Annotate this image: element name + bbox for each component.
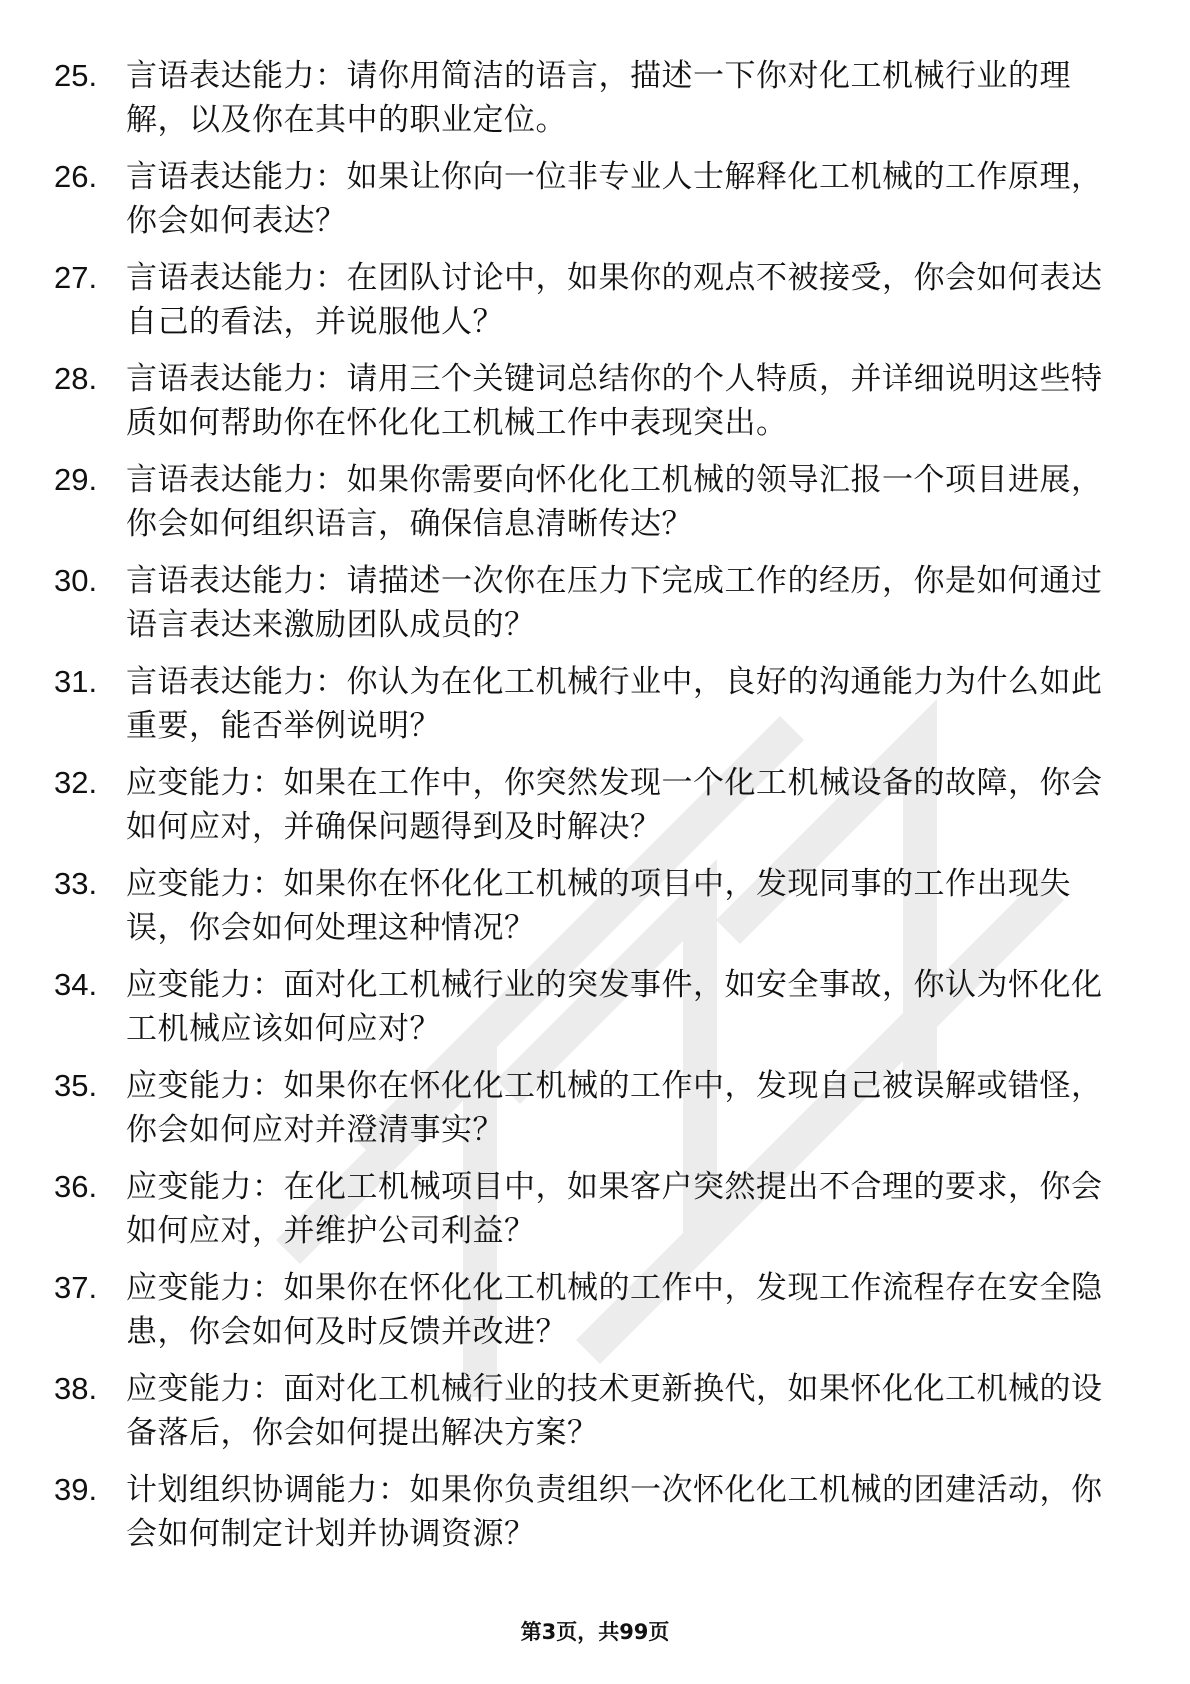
- question-number: 32.: [54, 765, 98, 800]
- question-number: 28.: [54, 361, 98, 396]
- question-item: [0, 452, 1190, 553]
- question-number: 35.: [54, 1068, 98, 1103]
- question-number: 26.: [54, 159, 98, 194]
- question-item: [0, 957, 1190, 1058]
- question-item: [0, 1159, 1190, 1260]
- question-number: 27.: [54, 260, 98, 295]
- question-number: 29.: [54, 462, 98, 497]
- question-text: 应变能力：面对化工机械行业的技术更新换代，如果怀化化工机械的设备落后，你会如何提出解决方案？: [126, 1371, 1103, 1451]
- question-item: [0, 654, 1190, 755]
- question-text: 应变能力：面对化工机械行业的突发事件，如安全事故，你认为怀化化工机械应该如何应对？: [126, 967, 1103, 1047]
- question-number: 39.: [54, 1472, 98, 1507]
- question-text: 应变能力：如果你在怀化化工机械的工作中，发现工作流程存在安全隐患，你会如何及时反馈并改进？: [126, 1270, 1103, 1350]
- question-text: 言语表达能力：请用三个关键词总结你的个人特质，并详细说明这些特质如何帮助你在怀化化工机械工作中表现突出。: [126, 361, 1103, 441]
- question-number: 31.: [54, 664, 98, 699]
- question-item: [0, 1462, 1190, 1563]
- question-list: [0, 48, 1190, 1563]
- question-text: 应变能力：如果你在怀化化工机械的工作中，发现自己被误解或错怪，你会如何应对并澄清事实？: [126, 1068, 1103, 1148]
- question-number: 30.: [54, 563, 98, 598]
- question-number: 37.: [54, 1270, 98, 1305]
- question-item: [0, 856, 1190, 957]
- question-number: 34.: [54, 967, 98, 1002]
- question-item: [0, 755, 1190, 856]
- question-text: 言语表达能力：如果让你向一位非专业人士解释化工机械的工作原理，你会如何表达？: [126, 159, 1103, 239]
- question-text: 言语表达能力：请描述一次你在压力下完成工作的经历，你是如何通过语言表达来激励团队成员的？: [126, 563, 1103, 643]
- question-number: 38.: [54, 1371, 98, 1406]
- question-item: [0, 1058, 1190, 1159]
- question-text: 应变能力：在化工机械项目中，如果客户突然提出不合理的要求，你会如何应对，并维护公司利益？: [126, 1169, 1103, 1249]
- question-text: 应变能力：如果你在怀化化工机械的项目中，发现同事的工作出现失误，你会如何处理这种情况？: [126, 866, 1071, 946]
- question-number: 36.: [54, 1169, 98, 1204]
- question-text: 言语表达能力：你认为在化工机械行业中，良好的沟通能力为什么如此重要，能否举例说明？: [126, 664, 1103, 744]
- question-text: 应变能力：如果在工作中，你突然发现一个化工机械设备的故障，你会如何应对，并确保问题得到及时解决？: [126, 765, 1103, 845]
- question-item: [0, 1361, 1190, 1462]
- question-number: 33.: [54, 866, 98, 901]
- question-number: 25.: [54, 58, 98, 93]
- question-item: [0, 250, 1190, 351]
- question-text: 言语表达能力：在团队讨论中，如果你的观点不被接受，你会如何表达自己的看法，并说服他人？: [126, 260, 1103, 340]
- question-item: [0, 351, 1190, 452]
- question-item: [0, 48, 1190, 149]
- question-text: 言语表达能力：如果你需要向怀化化工机械的领导汇报一个项目进展，你会如何组织语言，确保信息清晰传达？: [126, 462, 1103, 542]
- question-item: [0, 149, 1190, 250]
- page-footer: 第3页，共99页: [520, 1620, 670, 1644]
- question-text: 言语表达能力：请你用简洁的语言，描述一下你对化工机械行业的理解，以及你在其中的职业定位。: [126, 58, 1071, 138]
- question-item: [0, 1260, 1190, 1361]
- question-text: 计划组织协调能力：如果你负责组织一次怀化化工机械的团建活动，你会如何制定计划并协调资源？: [126, 1472, 1103, 1552]
- question-item: [0, 553, 1190, 654]
